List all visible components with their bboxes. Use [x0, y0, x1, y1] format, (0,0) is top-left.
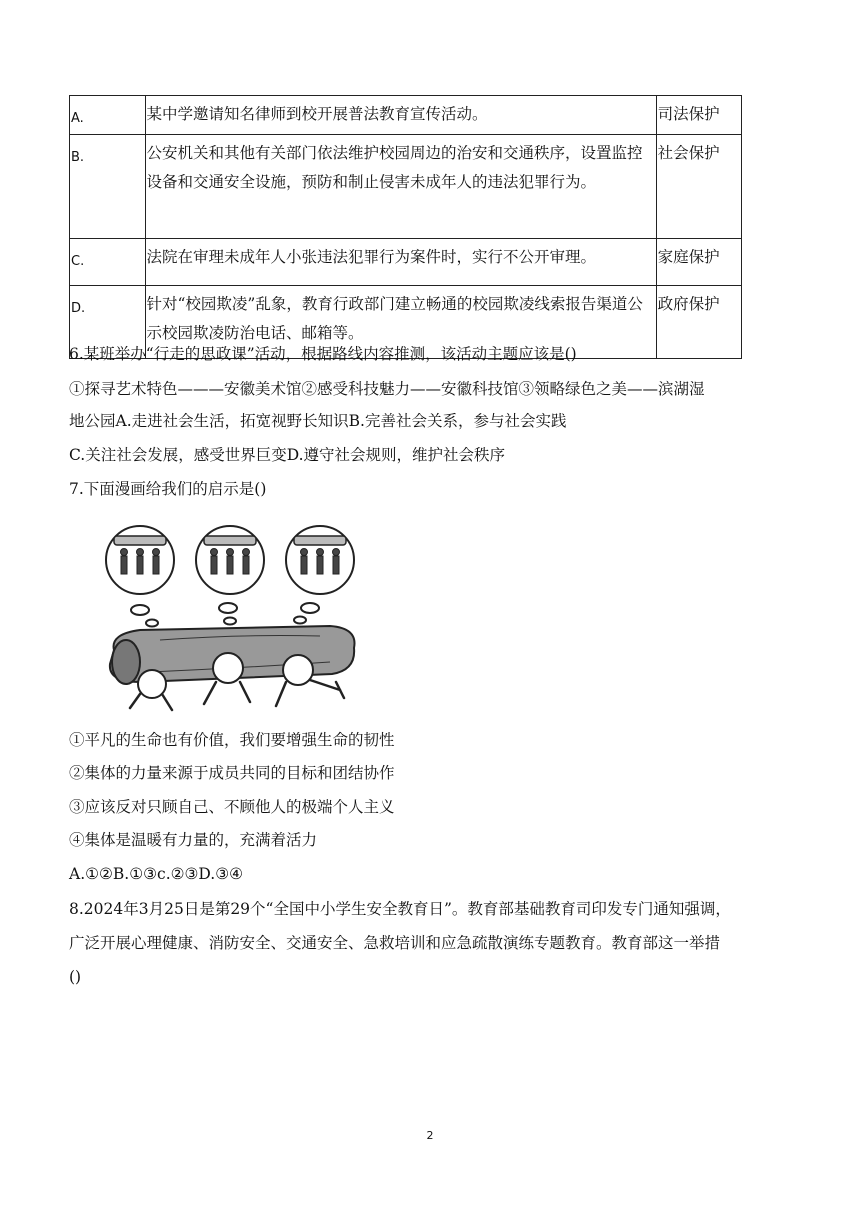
table-row: [70, 96, 742, 135]
protection-type: 政府保护: [656, 286, 741, 359]
q7-statement-2: ②集体的力量来源于成员共同的目标和团结协作: [69, 764, 395, 782]
page-number: 2: [426, 1129, 434, 1142]
option-content: 公安机关和其他有关部门依法维护校园周边的治安和交通秩序，设置监控设备和交通安全设施，预防和制止侵害未成年人的违法犯罪行为。: [145, 135, 656, 239]
protection-type: 社会保护: [656, 135, 741, 239]
q7-statement-3: ③应该反对只顾自己、不顾他人的极端个人主义: [69, 798, 395, 816]
q7-statement-4: ④集体是温暖有力量的，充满着活力: [69, 831, 318, 849]
q8-line3: (): [69, 968, 82, 986]
option-content: 针对“校园欺凌”乱象，教育行政部门建立畅通的校园欺凌线索报告渠道公示校园欺凌防治电话、邮箱等。: [145, 286, 656, 359]
q8-line2: 广泛开展心理健康、消防安全、交通安全、急救培训和应急疏散演练专题教育。教育部这一举措: [69, 934, 721, 952]
option-label: D.: [70, 286, 146, 359]
options-table: [69, 95, 742, 359]
q7-options: A.①②B.①③c.②③D.③④: [69, 865, 244, 883]
option-content: 某中学邀请知名律师到校开展普法教育宣传活动。: [145, 96, 656, 135]
q6-line3: C.关注社会发展，感受世界巨变D.遵守社会规则，维护社会秩序: [69, 446, 506, 464]
q7-statement-1: ①平凡的生命也有价值，我们要增强生命的韧性: [69, 731, 395, 749]
protection-type: 家庭保护: [656, 239, 741, 286]
protection-type: 司法保护: [656, 96, 741, 135]
option-content: 法院在审理未成年人小张违法犯罪行为案件时，实行不公开审理。: [145, 239, 656, 286]
q6-stem: 6.某班举办“行走的思政课”活动，根据路线内容推测，该活动主题应该是(): [69, 345, 577, 363]
q6-line1: ①探寻艺术特色———安徽美术馆②感受科技魅力——安徽科技馆③领略绿色之美——滨湖湿: [69, 380, 705, 398]
option-label: C.: [70, 239, 146, 286]
option-label: A.: [70, 96, 146, 135]
q7-stem: 7.下面漫画给我们的启示是(): [69, 480, 267, 498]
q6-line2: 地公园A.走进社会生活，拓宽视野长知识B.完善社会关系，参与社会实践: [69, 412, 567, 430]
table-row: [70, 135, 742, 239]
option-label: B.: [70, 135, 146, 239]
cartoon-image: [100, 522, 362, 718]
table-row: [70, 239, 742, 286]
q8-line1: 8.2024年3月25日是第29个“全国中小学生安全教育日”。教育部基础教育司印发专门通知强调，: [69, 900, 731, 918]
